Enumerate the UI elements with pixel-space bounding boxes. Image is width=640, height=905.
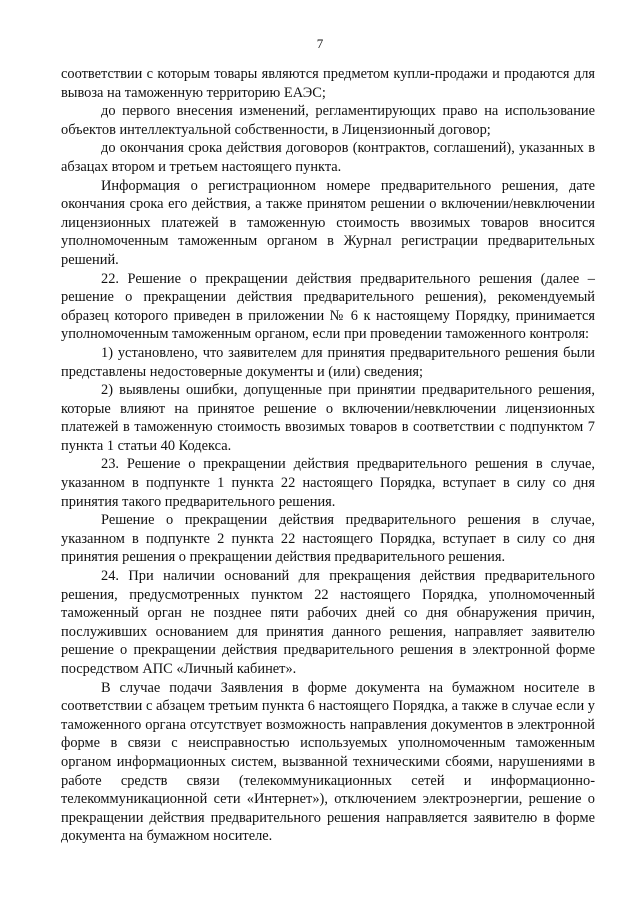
paragraph-item-22: 22. Решение о прекращении действия предварительного решения (далее – решение о прекращении действия предварительного решения), рекомендуемый образец которого приведен в приложении № 6 к настоящему Порядку, принимается уполномоченным таможенным органом, если при проведении таможенного контроля: [61,270,595,343]
paragraph-item-24: 24. При наличии оснований для прекращения действия предварительного решения, предусмотренных пунктом 22 настоящего Порядка, уполномоченный таможенный орган не позднее пяти рабочих дней со дня обнаружения причин, послуживших основанием для принятия данного решения, направляет заявителю решение о прекращении действия предварительного решения в электронной форме посредством АПС «Личный кабинет». [61,568,595,677]
paragraph: до окончания срока действия договоров (контрактов, соглашений), указанных в абзацах втором и третьем настоящего пункта. [61,140,595,175]
paragraph: Информация о регистрационном номере предварительного решения, дате окончания срока его действия, а также принятом решении о включении/невключении лицензионных платежей в таможенную стоимость ввозимых товаров вносится уполномоченным таможенным органом в Журнал регистрации предварительных решений. [61,177,595,268]
paragraph-subitem-2: 2) выявлены ошибки, допущенные при принятии предварительного решения, которые влияют на принятое решение о включении/невключении лицензионных платежей в таможенную стоимость ввозимых товаров в соответствии с подпунктом 7 пункта 1 статьи 40 Кодекса. [61,382,595,454]
paragraph-item-23: 23. Решение о прекращении действия предварительного решения в случае, указанном в подпункте 1 пункта 22 настоящего Порядка, вступает в силу со дня принятия такого предварительного решения. [61,456,595,510]
paragraph: до первого внесения изменений, регламентирующих право на использование объектов интеллектуальной собственности, в Лицензионный договор; [61,103,595,138]
page-number: 7 [316,36,324,51]
paragraph: В случае подачи Заявления в форме документа на бумажном носителе в соответствии с абзацем третьим пункта 6 настоящего Порядка, а также в случае если у таможенного органа отсутствует возможность направления документов в электронной форме в связи с неисправностью используемых уполномоченным таможенным органом информационных систем, вызванной техническими сбоями, нарушениями в работе средств связи (телекоммуникационных сетей и информационно-телекоммуникационной сети «Интернет»), отключением электроэнергии, решение о прекращении действия предварительного решения направляется заявителю в форме документа на бумажном носителе. [61,679,595,845]
paragraph-subitem-1: 1) установлено, что заявителем для принятия предварительного решения были представлены недостоверные документы и (или) сведения; [61,344,595,380]
paragraph: Решение о прекращении действия предварительного решения в случае, указанном в подпункте 2 пункта 22 настоящего Порядка, вступает в силу со дня принятия решения о прекращении действия предварительного решения. [61,512,595,566]
paragraph-continuation: соответствии с которым товары являются предметом купли-продажи и продаются для вывоза на таможенную территорию ЕАЭС; [61,66,595,101]
document-body [61,65,595,846]
